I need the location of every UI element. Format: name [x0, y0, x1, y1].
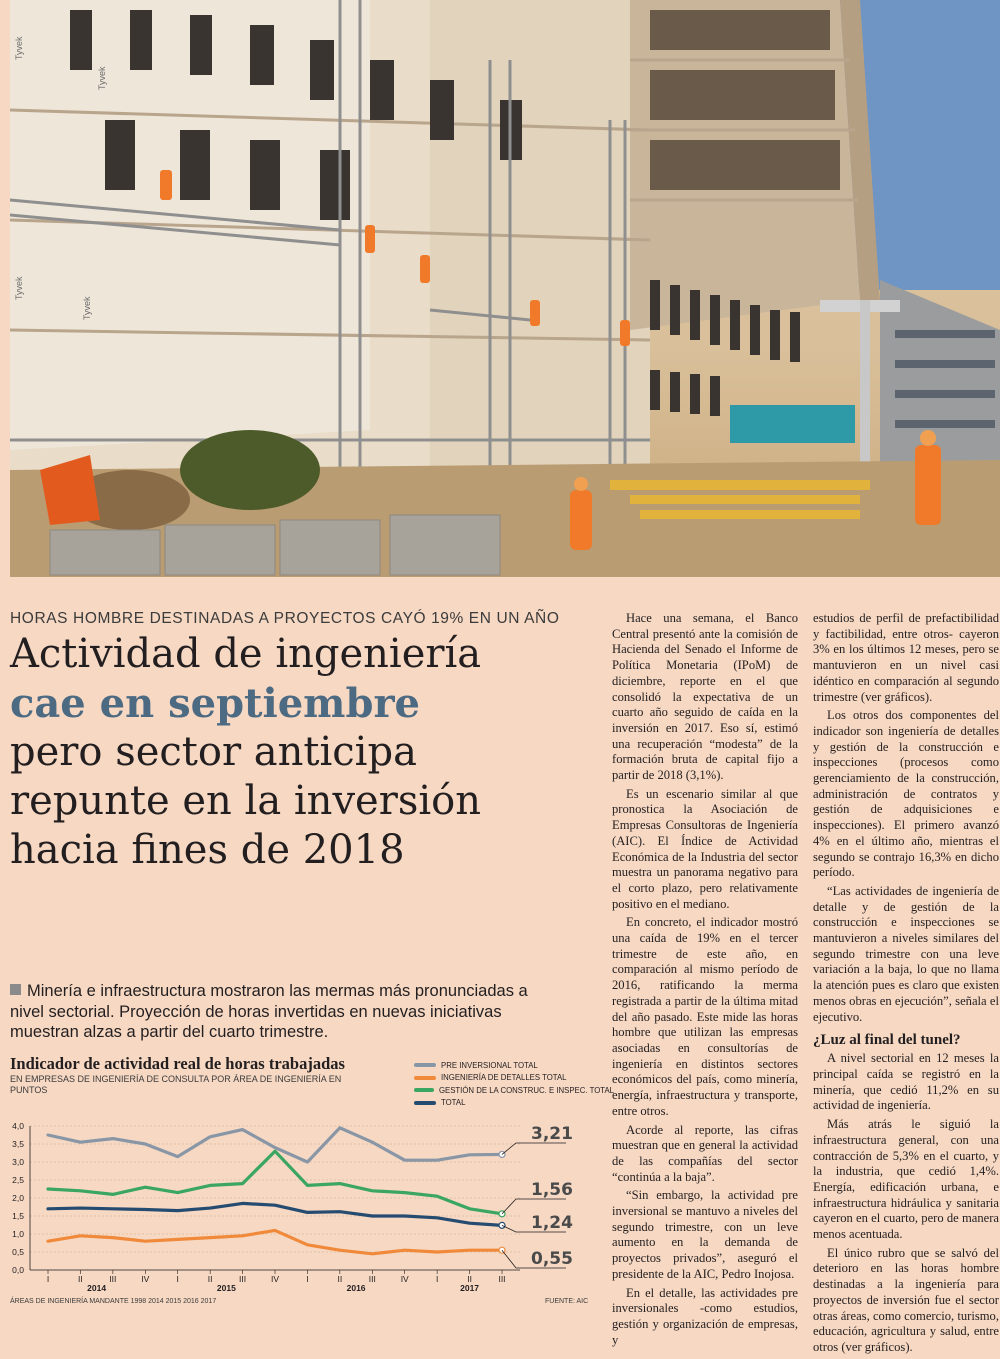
x-tick-label: IV — [400, 1274, 409, 1284]
x-tick-label: IV — [270, 1274, 280, 1284]
end-point — [499, 1222, 505, 1228]
end-value-label: 0,55 — [531, 1249, 573, 1269]
x-tick-label: III — [368, 1274, 376, 1284]
chart-legend — [414, 1059, 614, 1109]
y-tick-label: 3,0 — [12, 1157, 24, 1167]
year-label: 2017 — [460, 1283, 480, 1293]
x-tick-label: III — [239, 1274, 247, 1284]
x-tick-label: IV — [141, 1274, 150, 1284]
article-column-2 — [813, 611, 999, 1359]
legend-label: GESTIÓN DE LA CONSTRUC. E INSPEC. TOTAL — [438, 1085, 614, 1095]
headline — [10, 630, 600, 875]
y-tick-label: 0,5 — [12, 1247, 24, 1257]
construction-site-photo — [10, 0, 1000, 577]
x-tick-label: II — [467, 1274, 472, 1284]
y-tick-label: 2,5 — [12, 1175, 24, 1185]
headline-line: repunte en la inversión — [10, 778, 481, 824]
paragraph: En el detalle, las actividades pre inversionales -como estudios, gestión y organización de empresas, y — [612, 1285, 798, 1347]
legend-swatch — [414, 1101, 436, 1105]
tyvek-label: Tyvek — [14, 36, 24, 60]
y-tick-label: 1,0 — [12, 1229, 24, 1239]
callout-line — [502, 1199, 566, 1214]
x-tick-label: I — [46, 1274, 50, 1284]
legend-item — [414, 1072, 614, 1085]
headline-line: Actividad de ingeniería — [10, 631, 482, 677]
headline-accent: cae en septiembre — [10, 680, 420, 727]
summary-text: Minería e infraestructura mostraron las mermas más pronunciadas a nivel sectorial. Proyección de horas invertidas en nuevas iniciativas muestran alzas a partir del cuarto trimestre. — [10, 982, 528, 1041]
end-value-label: 1,24 — [531, 1213, 573, 1233]
y-tick-label: 3,5 — [12, 1139, 24, 1149]
legend-swatch — [414, 1076, 436, 1080]
paragraph: Acorde al reporte, las cifras muestran que en general la actividad de las compañías del sector “continúa a la baja”. — [612, 1122, 798, 1184]
x-tick-label: I — [306, 1274, 309, 1284]
subhead: ¿Luz al final del tunel? — [813, 1032, 961, 1049]
legend-item — [414, 1097, 614, 1110]
x-tick-label: III — [498, 1274, 506, 1284]
callout-line — [502, 1143, 566, 1154]
summary-deck — [10, 981, 550, 1043]
paragraph: estudios de perfil de prefactibilidad y factibilidad, entre otros- cayeron 3% en los últimos 12 meses, pero se mantuvieron en un nivel casi idéntico en comparación al segundo trimestre (ver gráficos). — [813, 611, 999, 704]
line-chart — [0, 1118, 605, 1298]
kicker: HORAS HOMBRE DESTINADAS A PROYECTOS CAYÓ 19% EN UN AÑO — [10, 610, 560, 627]
legend-item — [414, 1084, 614, 1097]
chart-title: Indicador de actividad real de horas trabajadas — [10, 1054, 345, 1073]
construction-site-illustration — [10, 0, 1000, 577]
bullet-square-icon — [10, 984, 21, 995]
year-label: 2015 — [216, 1283, 236, 1293]
tyvek-label: Tyvek — [82, 296, 92, 320]
paragraph: Hace una semana, el Banco Central presentó ante la comisión de Hacienda del Senado el Informe de Política Monetaria (IPoM) de diciembre, reporte en el que consolidó la expectativa de un cuarto año seguido de caída en la inversión en 2017. Eso sí, estimó una recuperación “modesta” de la formación bruta de capital fijo a partir de 2018 (3,1%). — [612, 611, 798, 783]
legend-swatch — [414, 1088, 434, 1092]
x-tick-label: II — [78, 1274, 83, 1284]
y-tick-label: 0,0 — [12, 1265, 24, 1275]
paragraph: Es un escenario similar al que pronostica la Asociación de Empresas Consultoras de Ingeniería (AIC). El Índice de Actividad Económica de la Industria del sector muestra un panorama negativo para el corto plazo, pero relativamente positivo en el mediano. — [612, 786, 798, 911]
paragraph: Los otros dos componentes del indicador son ingeniería de detalles y gestión de la construcción e inspecciones (procesos como gerenciamiento de la construcción, administración de contratos y gestión de adquisiciones e inspecciones). El primero avanzó 4% en el último año, mientras el segundo se contrajo 16,3% en dicho período. — [813, 708, 999, 880]
legend-label: PRE INVERSIONAL TOTAL — [441, 1060, 538, 1070]
legend-item — [414, 1059, 614, 1072]
headline-line: hacia fines de 2018 — [10, 827, 405, 873]
paragraph: Más atrás le siguió la infraestructura general, con una contracción de 5,3% en el cuarto, y la industria, que cedió 1,4%. Energía, edificación urbana, e infraestructura hidráulica y sanitaria cayeron en el cuarto, pero de manera menos acentuada. — [813, 1117, 999, 1242]
article-column-1 — [612, 611, 798, 1351]
paragraph: A nivel sectorial en 12 meses la principal caída se registró en la minería, que cedió 11,2% en su actividad de ingeniería. — [813, 1051, 999, 1113]
tyvek-label: Tyvek — [97, 66, 107, 90]
chart-subtitle: EN EMPRESAS DE INGENIERÍA DE CONSULTA POR ÁREA DE INGENIERÍA EN PUNTOS — [10, 1074, 342, 1095]
y-tick-label: 2,0 — [12, 1193, 24, 1203]
y-tick-label: 4,0 — [12, 1121, 24, 1131]
legend-label: TOTAL — [441, 1098, 466, 1108]
headline-line: pero sector anticipa — [10, 729, 417, 775]
x-tick-label: II — [337, 1274, 343, 1284]
tyvek-label: Tyvek — [14, 276, 24, 300]
paragraph: El único rubro que se salvó del deterioro en las horas hombre destinadas a la ingeniería para proyectos de inversión fue el sector otras áreas, como comercio, turismo, educación, agricultura y salud, entre otros (ver gráficos). — [813, 1245, 999, 1354]
chart-footer: ÁREAS DE INGENIERÍA MANDANTE 1998 2014 2015 2016 2017 — [10, 1298, 217, 1305]
x-tick-label: I — [176, 1274, 179, 1284]
year-label: 2014 — [87, 1283, 107, 1293]
y-tick-label: 1,5 — [12, 1211, 24, 1221]
year-label: 2016 — [346, 1283, 366, 1293]
series-line — [48, 1128, 502, 1162]
paragraph: “Sin embargo, la actividad pre inversional se mantuvo a niveles del segundo trimestre, con un leve aumento en la demanda de proyectos privados”, aseguró el presidente de la AIC, Pedro Inojosa. — [612, 1188, 798, 1281]
legend-label: INGENIERÍA DE DETALLES TOTAL — [441, 1073, 567, 1083]
chart-source: FUENTE: AIC — [545, 1298, 589, 1305]
x-tick-label: I — [435, 1274, 439, 1284]
x-tick-label: III — [109, 1274, 117, 1284]
legend-swatch — [414, 1063, 436, 1067]
series-line — [48, 1203, 502, 1225]
end-value-label: 3,21 — [531, 1124, 573, 1144]
x-tick-label: II — [207, 1274, 213, 1284]
end-value-label: 1,56 — [531, 1180, 573, 1200]
paragraph: “Las actividades de ingeniería de detalle y de gestión de la construcción e inspecciones se mantuvieron a niveles similares del segundo trimestre con una leve variación a la baja, lo que no llama la atención pues es claro que existen menos obras en ejecución”, señala el ejecutivo. — [813, 883, 999, 1024]
paragraph: En concreto, el indicador mostró una caída de 19% en el tercer trimestre de este año, en comparación al mismo período de 2016, ratificando la merma registrada a partir de la última mitad del año pasado. Este mide las horas hombre que utilizan las empresas asociadas en consultorías de ingeniería en distintos sectores económicos del país, como minería, energía, infraestructura y transporte, entre otros. — [612, 915, 798, 1118]
